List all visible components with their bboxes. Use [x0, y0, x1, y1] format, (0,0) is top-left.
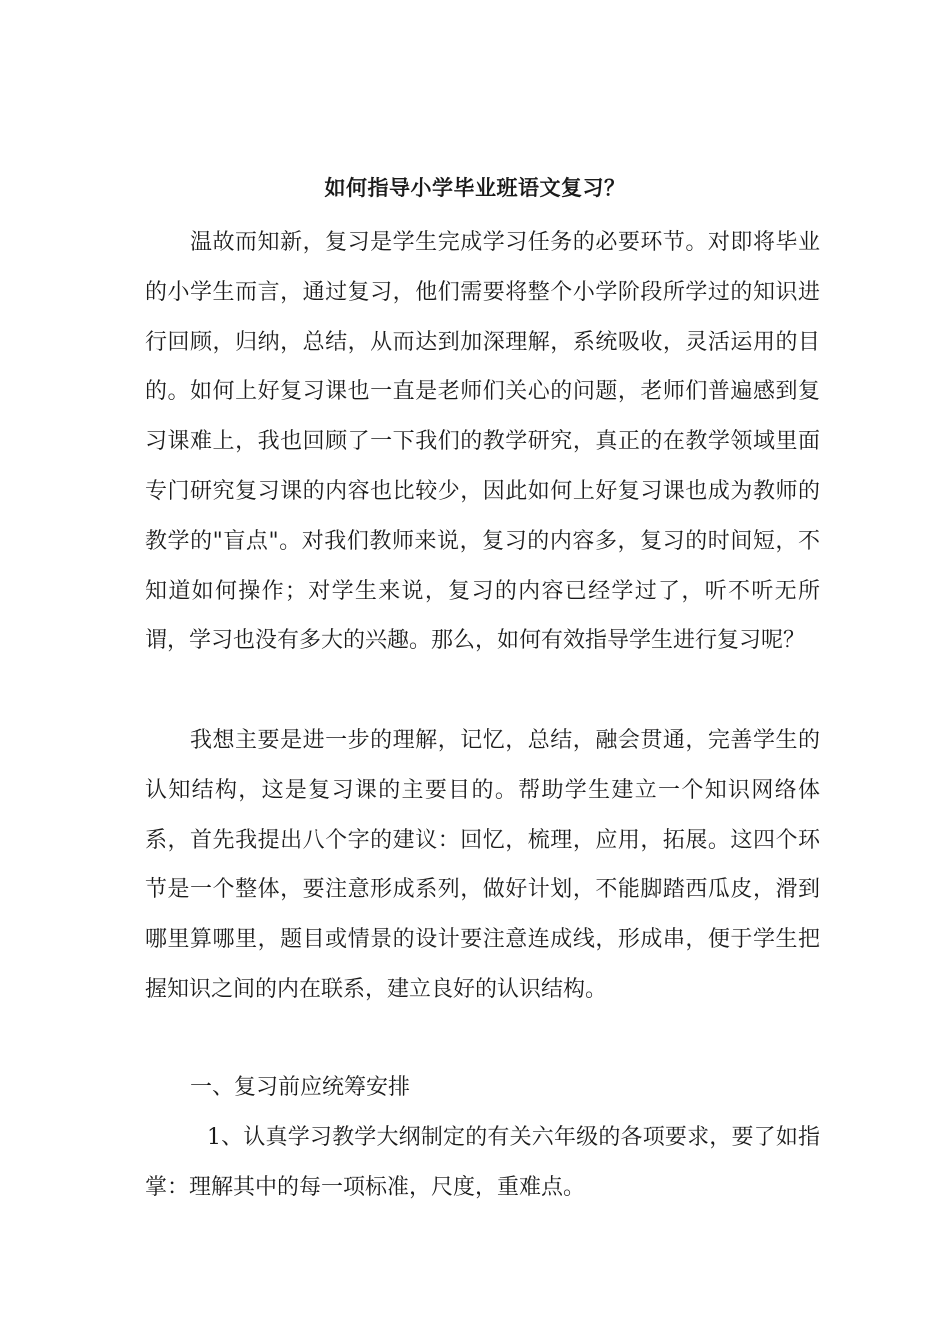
list-item: 1、认真学习教学大纲制定的有关六年级的各项要求，要了如指掌：理解其中的每一项标准，尺度，重难点。	[145, 1125, 820, 1200]
section-heading: 一、复习前应统筹安排	[190, 1075, 411, 1100]
purpose-paragraph: 我想主要是进一步的理解，记忆，总结，融会贯通，完善学生的认知结构，这是复习课的主要目的。帮助学生建立一个知识网络体系，首先我提出八个字的建议：回忆，梳理，应用，拓展。这四个环节是一个整体，要注意形成系列，做好计划，不能脚踏西瓜皮，滑到哪里算哪里，题目或情景的设计要注意连成线，形成串，便于学生把握知识之间的内在联系，建立良好的认识结构。	[145, 728, 820, 1002]
document-title: 如何指导小学毕业班语文复习？	[324, 175, 626, 200]
intro-paragraph: 温故而知新，复习是学生完成学习任务的必要环节。对即将毕业的小学生而言，通过复习，他们需要将整个小学阶段所学过的知识进行回顾，归纳，总结，从而达到加深理解，系统吸收，灵活运用的目的。如何上好复习课也一直是老师们关心的问题，老师们普遍感到复习课难上，我也回顾了一下我们的教学研究，真正的在教学领域里面专门研究复习课的内容也比较少，因此如何上好复习课也成为教师的教学的"盲点"。对我们教师来说，复习的内容多，复习的时间短，不知道如何操作；对学生来说，复习的内容已经学过了，听不听无所谓，学习也没有多大的兴趣。那么，如何有效指导学生进行复习呢？	[145, 230, 820, 654]
